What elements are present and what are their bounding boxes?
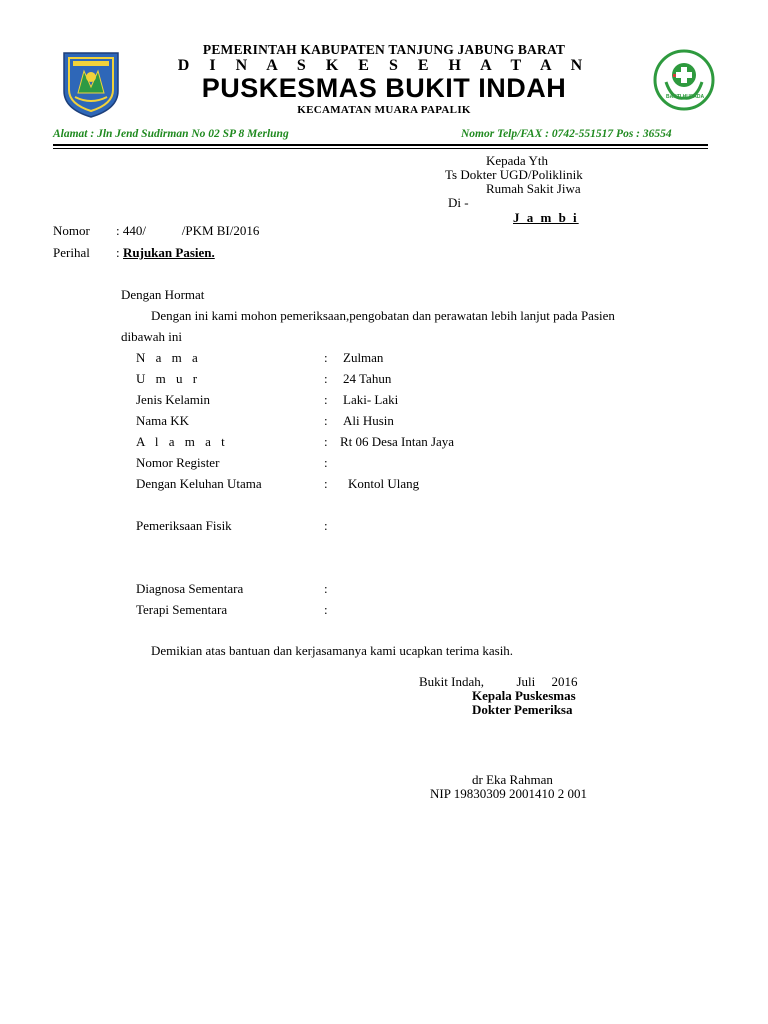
header-contact: Nomor Telp/FAX : 0742-551517 Pos : 36554 — [461, 128, 672, 140]
recipient-city: J a m b i — [513, 210, 579, 225]
header-department: D I N A S K E S E H A T A N — [177, 57, 591, 74]
header-institution: PUSKESMAS BUKIT INDAH — [201, 73, 567, 103]
patient-label: A l a m a t — [136, 434, 229, 449]
patient-value-name: Zulman — [343, 350, 384, 365]
bakti-husada-text: BAKTI HUSADA — [666, 94, 705, 100]
patient-value-age: 24 Tahun — [343, 371, 392, 386]
patient-colon: : — [324, 413, 328, 428]
closing-text: Demikian atas bantuan dan kerjasamanya kami ucapkan terima kasih. — [151, 643, 514, 658]
perihal-label: Perihal — [53, 245, 90, 260]
patient-label: Terapi Sementara — [136, 602, 228, 617]
signature-name: dr Eka Rahman — [472, 772, 553, 787]
patient-colon: : — [324, 392, 328, 407]
patient-label: Nomor Register — [136, 455, 220, 470]
patient-label: Diagnosa Sementara — [136, 581, 244, 596]
patient-value-gender: Laki- Laki — [343, 392, 399, 407]
patient-label: Nama KK — [136, 413, 190, 428]
recipient-line4: Di - — [448, 195, 469, 210]
recipient-line1: Kepada Yth — [486, 153, 548, 168]
patient-colon: : — [324, 434, 328, 449]
intro-line1: Dengan ini kami mohon pemeriksaan,pengobatan dan perawatan lebih lanjut pada Pasien — [151, 308, 615, 323]
nomor-value: : 440/ /PKM BI/2016 — [116, 223, 260, 238]
patient-label: U m u r — [136, 371, 201, 386]
signature-title2: Dokter Pemeriksa — [472, 702, 573, 717]
header-address: Alamat : Jln Jend Sudirman No 02 SP 8 Merlung — [53, 128, 289, 140]
patient-colon: : — [324, 350, 328, 365]
patient-label: Pemeriksaan Fisik — [136, 518, 232, 533]
recipient-line3: Rumah Sakit Jiwa — [486, 181, 581, 196]
header-divider-thick — [53, 144, 708, 146]
recipient-line2: Ts Dokter UGD/Poliklinik — [445, 167, 583, 182]
patient-colon: : — [324, 581, 328, 596]
patient-colon: : — [324, 602, 328, 617]
perihal-value: Rujukan Pasien. — [123, 245, 215, 260]
patient-colon: : — [324, 455, 328, 470]
header-divider-thin — [53, 148, 708, 149]
patient-colon: : — [324, 476, 328, 491]
header-government: PEMERINTAH KABUPATEN TANJUNG JABUNG BARAT — [202, 42, 566, 57]
patient-colon: : — [324, 518, 328, 533]
signature-place-date: Bukit Indah, Juli 2016 — [419, 674, 578, 689]
perihal-colon: : — [116, 245, 120, 260]
greeting: Dengan Hormat — [121, 287, 205, 302]
patient-value-family-head: Ali Husin — [343, 413, 394, 428]
patient-value-complaint: Kontol Ulang — [348, 476, 420, 491]
signature-nip: NIP 19830309 2001410 2 001 — [430, 786, 587, 801]
nomor-label: Nomor — [53, 223, 90, 238]
patient-label: Dengan Keluhan Utama — [136, 476, 262, 491]
header-subdistrict: KECAMATAN MUARA PAPALIK — [297, 104, 471, 116]
signature-title1: Kepala Puskesmas — [472, 688, 576, 703]
intro-line2: dibawah ini — [121, 329, 183, 344]
patient-label: N a m a — [136, 350, 202, 365]
patient-value-address: Rt 06 Desa Intan Jaya — [340, 434, 455, 449]
patient-label: Jenis Kelamin — [136, 392, 211, 407]
patient-colon: : — [324, 371, 328, 386]
